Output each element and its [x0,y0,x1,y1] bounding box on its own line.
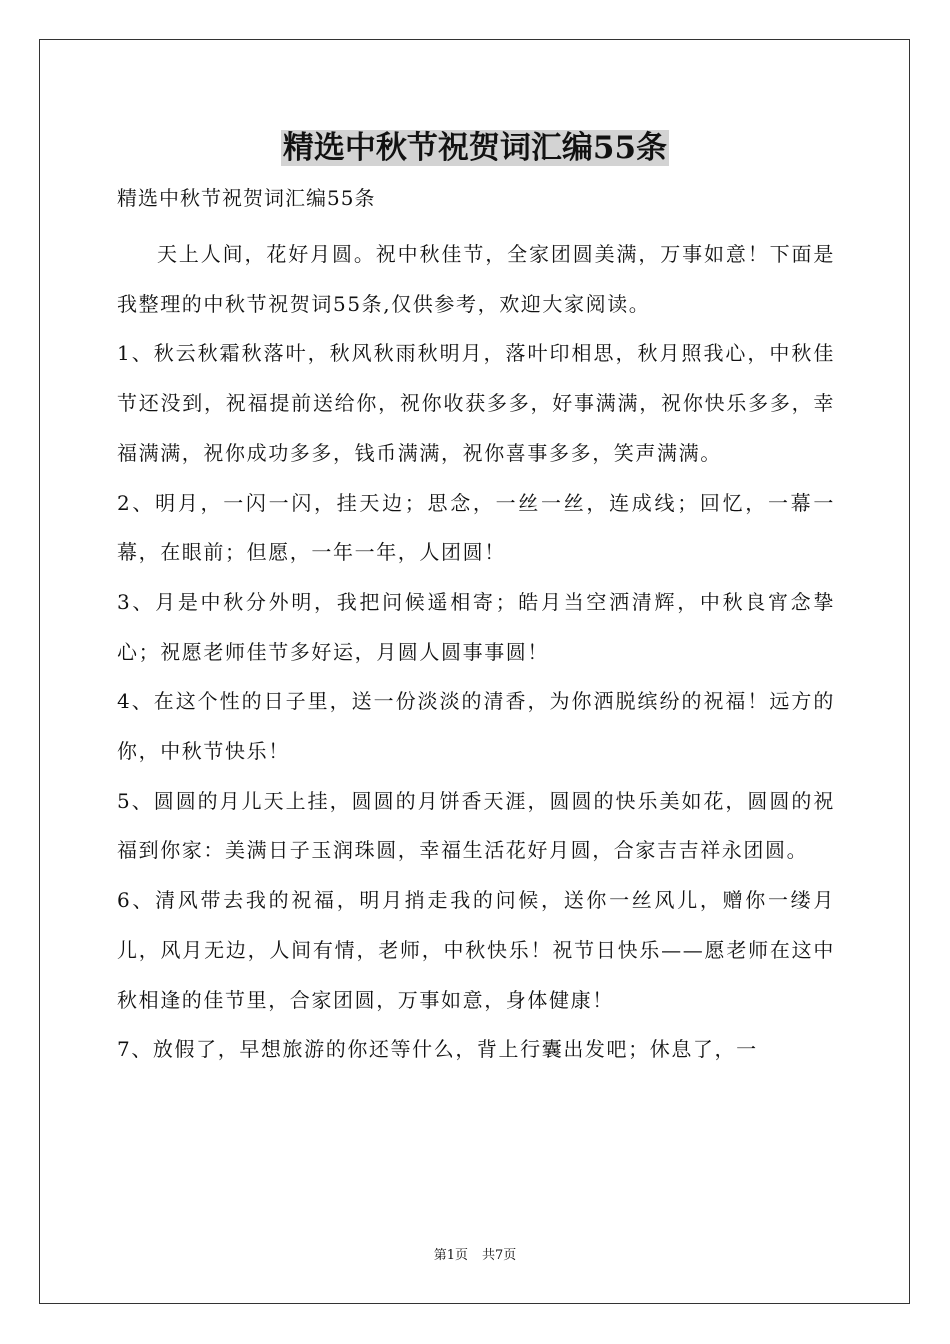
wish-item-7: 7、放假了，早想旅游的你还等什么，背上行囊出发吧；休息了，一 [117,1037,758,1062]
wish-item-5: 5、圆圆的月儿天上挂，圆圆的月饼香天涯，圆圆的快乐美如花，圆圆的祝福到你家：美满日子玉润珠圆，幸福生活花好月圆，合家吉吉祥永团圆。 [117,788,835,863]
wish-item-3: 3、月是中秋分外明，我把问候遥相寄；皓月当空洒清辉，中秋良宵念挚心；祝愿老师佳节多好运，月圆人圆事事圆！ [117,589,835,664]
wish-item-6: 6、清风带去我的祝福，明月捎走我的问候，送你一丝风儿，赠你一缕月儿，风月无边，人间有情，老师，中秋快乐！祝节日快乐——愿老师在这中秋相逢的佳节里，合家团圆，万事如意，身体健康！ [117,888,835,1012]
document-body [117,230,835,1075]
wish-item-4: 4、在这个性的日子里，送一份淡淡的清香，为你洒脱缤纷的祝福！远方的你，中秋节快乐！ [117,689,835,764]
wish-item-2: 2、明月，一闪一闪，挂天边；思念，一丝一丝，连成线；回忆，一幕一幕，在眼前；但愿，一年一年，人团圆！ [117,490,835,565]
document-title [0,128,950,168]
intro-paragraph: 天上人间，花好月圆。祝中秋佳节，全家团圆美满，万事如意！下面是我整理的中秋节祝贺词55条,仅供参考，欢迎大家阅读。 [117,242,835,316]
page-footer [0,1246,950,1266]
page-number: 第1页 [433,1248,468,1263]
page-total: 共7页 [482,1248,517,1263]
wish-item-1: 1、秋云秋霜秋落叶，秋风秋雨秋明月，落叶印相思，秋月照我心，中秋佳节还没到，祝福提前送给你，祝你收获多多，好事满满，祝你快乐多多，幸福满满，祝你成功多多，钱币满满，祝你喜事多多，笑声满满。 [117,341,835,465]
document-subtitle: 精选中秋节祝贺词汇编55条 [117,186,376,210]
document-title-text: 精选中秋节祝贺词汇编55条 [282,130,668,166]
